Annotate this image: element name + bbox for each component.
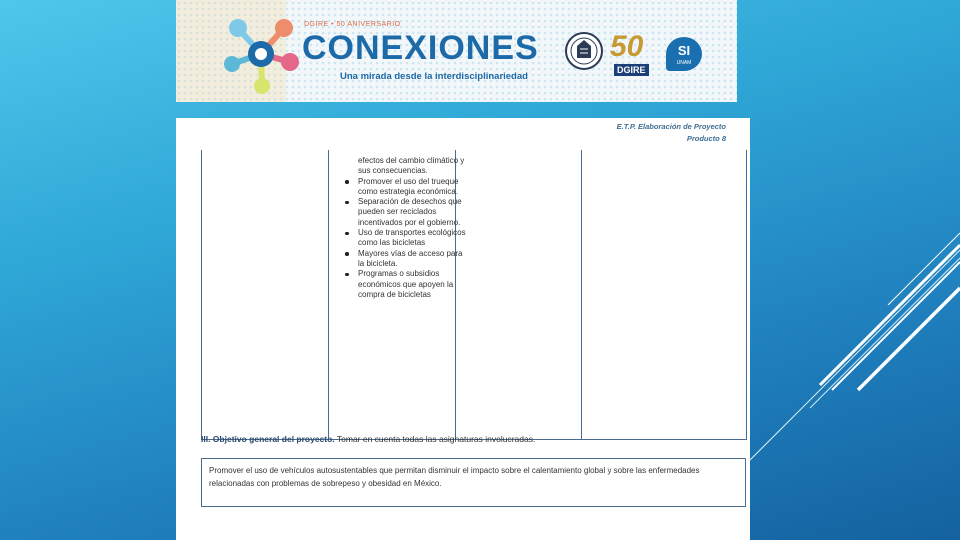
section-iii-note: Tomar en cuenta todas las asignaturas involucradas. (334, 434, 536, 444)
dgire-50-mark: 50 (610, 30, 644, 63)
list-item-continuation: efectos del cambio climático y sus consecuencias. (358, 156, 465, 176)
document-header-title: E.T.P. Elaboración de Proyecto (616, 122, 726, 131)
list-item: Separación de desechos que pueden ser reciclados incentivados por el gobierno. (335, 197, 467, 228)
unam-seal-icon (564, 30, 604, 72)
conexiones-network-logo (222, 14, 300, 94)
brand-title: CONEXIONES (302, 29, 539, 67)
objective-box (201, 458, 746, 507)
conexiones-banner (176, 0, 737, 102)
dgire-label: DGIRE (614, 64, 649, 76)
objective-text: Promover el uso de vehículos autosustentables que permitan disminuir el impacto sobre el calentamiento global y sobre las enfermedades relacionadas con problemas de sobrepeso y obesidad en México. (209, 466, 700, 488)
document-page (176, 118, 750, 540)
section-iii-title: III. Objetivo general del proyecto. (201, 434, 335, 444)
list-item: Mayores vías de acceso para la bicicleta. (335, 249, 467, 270)
document-header-product: Producto 8 (686, 134, 726, 143)
si-logo-subtext: UNAM (676, 60, 692, 66)
anniversary-label: DGIRE • 50 ANIVERSARIO (304, 21, 401, 28)
table-column-divider (328, 150, 329, 439)
list-item: Uso de transportes ecológicos como las bicicletas (335, 228, 467, 249)
brand-tagline: Una mirada desde la interdisciplinariedad (340, 71, 528, 82)
si-unam-logo (666, 37, 702, 71)
actions-list (335, 156, 467, 300)
project-table (201, 150, 747, 440)
list-item: Promover el uso del trueque como estrategia económica. (335, 177, 467, 198)
table-column-divider (581, 150, 582, 439)
document-header (617, 121, 726, 145)
section-iii-heading (201, 434, 535, 444)
list-item: Programas o subsidios económicos que apoyen la compra de bicicletas (335, 269, 467, 300)
si-logo-text: SI (677, 43, 691, 58)
